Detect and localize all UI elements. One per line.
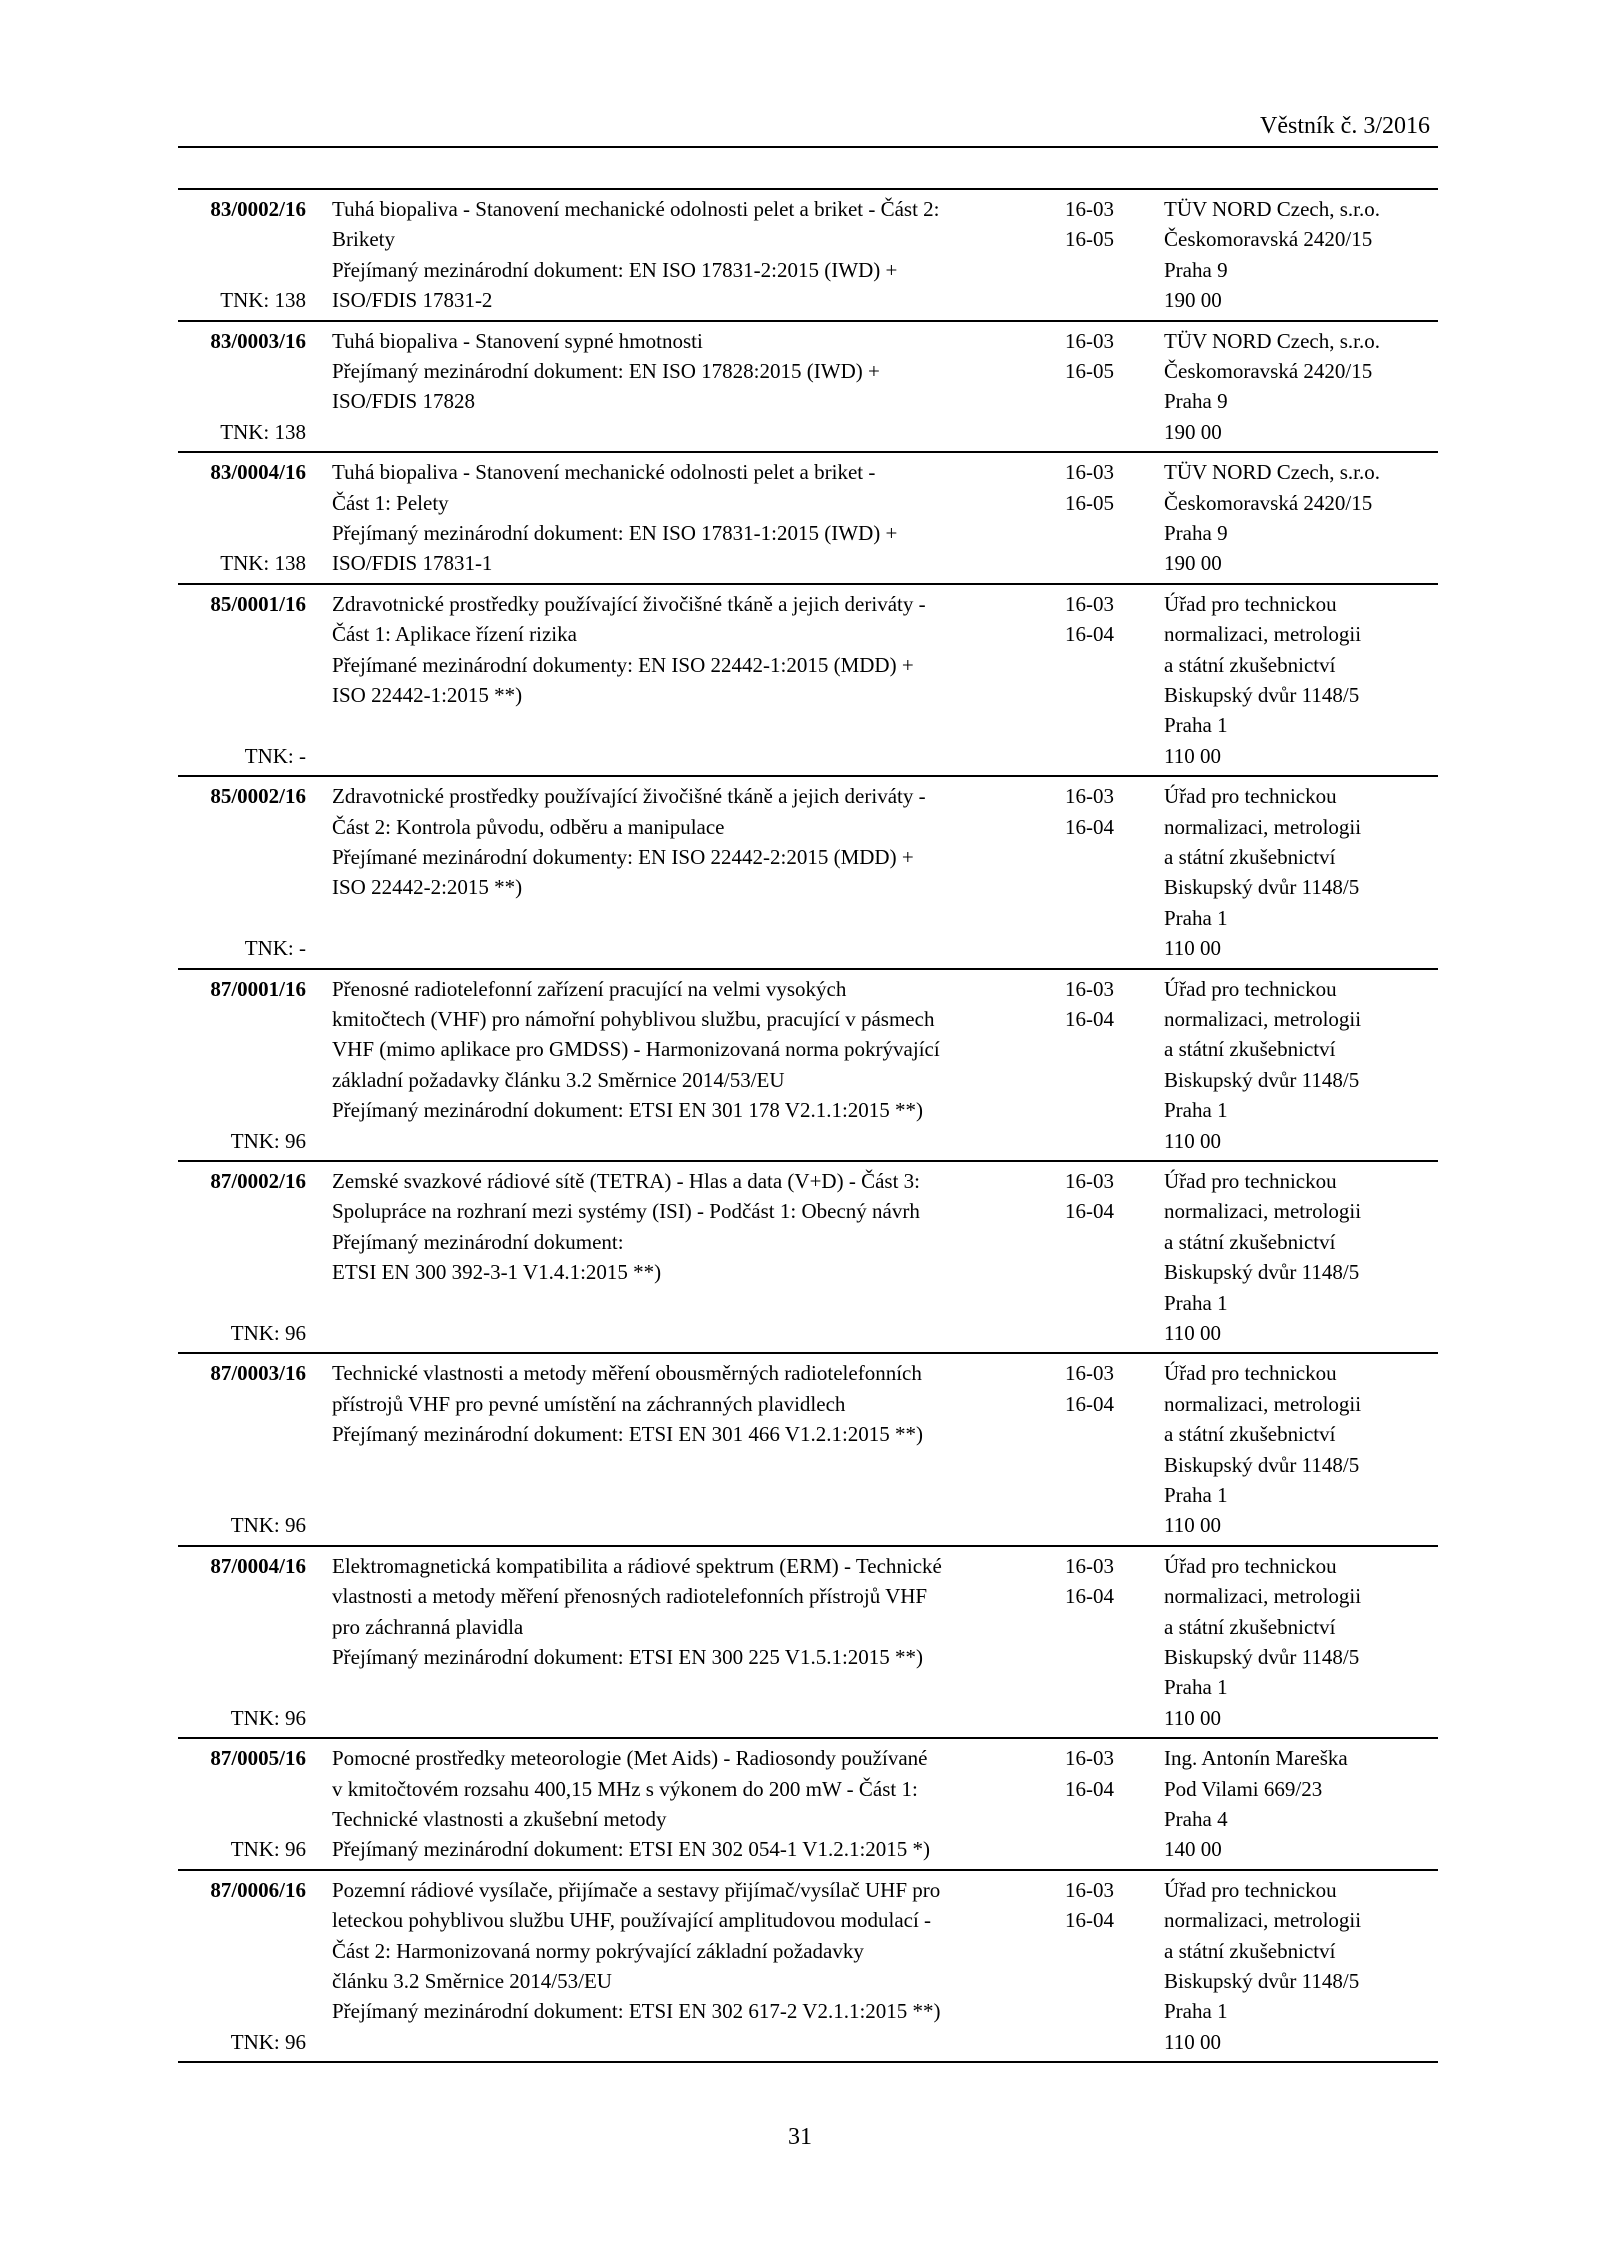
dates-cell (1065, 1875, 1155, 1936)
address-line: Biskupský dvůr 1148/5 (1164, 1067, 1360, 1092)
title-line: ETSI EN 300 392-3-1 V1.4.1:2015 **) (332, 1260, 662, 1285)
tnk-label: TNK: 138 (220, 288, 306, 313)
address-line: Pod Vilami 669/23 (1164, 1776, 1323, 1801)
address-line: Praha 1 (1164, 713, 1228, 738)
title-line: Přejímaný mezinárodní dokument: ETSI EN 301 178 V2.1.1:2015 **) (332, 1098, 924, 1123)
table-row (178, 1547, 1438, 1739)
title-line: leteckou pohyblivou službu UHF, používající amplitudovou modulací - (332, 1908, 932, 1933)
title-line: Zdravotnické prostředky používající živočišné tkáně a jejich deriváty - (332, 591, 926, 616)
title-line: Tuhá biopaliva - Stanovení sypné hmotnosti (332, 328, 703, 353)
title-line: Pomocné prostředky meteorologie (Met Aids) - Radiosondy používané (332, 1746, 928, 1771)
title-line: Přejímané mezinárodní dokumenty: EN ISO 22442-2:2015 (MDD) + (332, 844, 914, 869)
address-line: a státní zkušebnictví (1164, 652, 1336, 677)
record-number: 83/0004/16 (210, 460, 306, 485)
table-row (178, 1354, 1438, 1546)
date-code: 16-03 (1065, 1168, 1114, 1193)
address-line: 110 00 (1164, 743, 1221, 768)
standard-title-cell (332, 457, 1027, 579)
record-id-cell (178, 589, 306, 771)
address-line: Českomoravská 2420/15 (1164, 359, 1373, 383)
address-line: Biskupský dvůr 1148/5 (1164, 875, 1360, 900)
date-code: 16-03 (1065, 197, 1114, 221)
tnk-label: TNK: 96 (230, 2029, 306, 2054)
address-line: Biskupský dvůr 1148/5 (1164, 1452, 1360, 1477)
record-number: 87/0003/16 (210, 1361, 306, 1386)
title-line: ISO 22442-1:2015 **) (332, 683, 523, 707)
processor-address-cell (1164, 974, 1438, 1156)
processor-address-cell (1164, 781, 1438, 963)
standard-title-cell (332, 1358, 1027, 1449)
tnk-label: TNK: - (244, 743, 306, 768)
record-number: 87/0002/16 (210, 1168, 306, 1193)
address-line: Úřad pro technickou (1164, 784, 1337, 809)
tnk-label: TNK: 96 (230, 1128, 306, 1153)
address-line: 110 00 (1164, 2029, 1221, 2054)
standard-title-cell (332, 974, 1027, 1126)
record-id-cell (178, 1166, 306, 1348)
address-line: normalizaci, metrologii (1164, 1584, 1362, 1609)
address-line: Praha 9 (1164, 389, 1228, 414)
record-number: 83/0003/16 (210, 328, 306, 353)
address-line: normalizaci, metrologii (1164, 1199, 1362, 1224)
address-line: 110 00 (1164, 1320, 1221, 1345)
dates-cell (1065, 1166, 1155, 1227)
address-line: Praha 1 (1164, 1482, 1228, 1507)
record-id-cell (178, 457, 306, 579)
processor-address-cell (1164, 1166, 1438, 1348)
table-row (178, 585, 1438, 777)
date-code: 16-03 (1065, 976, 1114, 1001)
title-line: ISO/FDIS 17831-2 (332, 288, 493, 313)
record-number: 87/0006/16 (210, 1877, 306, 1902)
record-id-cell (178, 1551, 306, 1733)
record-id-cell (178, 1875, 306, 2057)
processor-address-cell (1164, 1551, 1438, 1733)
dates-cell (1065, 326, 1155, 387)
header-divider (178, 146, 1438, 148)
standard-title-cell (332, 1875, 1027, 2027)
address-line: normalizaci, metrologii (1164, 622, 1362, 647)
record-number: 87/0004/16 (210, 1553, 306, 1578)
title-line: Technické vlastnosti a zkušební metody (332, 1806, 667, 1831)
dates-cell (1065, 1358, 1155, 1419)
tnk-label: TNK: - (244, 936, 306, 961)
title-line: Pozemní rádiové vysílače, přijímače a sestavy přijímač/vysílač UHF pro (332, 1877, 941, 1902)
address-line: Praha 1 (1164, 1675, 1228, 1700)
tnk-label: TNK: 138 (220, 551, 306, 576)
dates-cell (1065, 589, 1155, 650)
tnk-label: TNK: 96 (230, 1513, 306, 1538)
record-number: 83/0002/16 (210, 197, 306, 221)
title-line: Část 1: Aplikace řízení rizika (332, 622, 577, 647)
address-line: Praha 1 (1164, 1999, 1228, 2024)
address-line: normalizaci, metrologii (1164, 1391, 1362, 1416)
date-code: 16-03 (1065, 328, 1114, 353)
title-line: Spolupráce na rozhraní mezi systémy (ISI) - Podčást 1: Obecný návrh (332, 1199, 920, 1224)
address-line: a státní zkušebnictví (1164, 1037, 1336, 1062)
date-code: 16-04 (1065, 1584, 1114, 1609)
standard-title-cell (332, 1743, 1027, 1865)
standard-title-cell (332, 781, 1027, 903)
address-line: 110 00 (1164, 1705, 1221, 1730)
address-line: Praha 1 (1164, 1098, 1228, 1123)
title-line: Tuhá biopaliva - Stanovení mechanické odolnosti pelet a briket - (332, 460, 876, 485)
date-code: 16-05 (1065, 359, 1114, 383)
title-line: Přejímaný mezinárodní dokument: EN ISO 17828:2015 (IWD) + (332, 359, 880, 383)
title-line: Přejímaný mezinárodní dokument: ETSI EN 301 466 V1.2.1:2015 **) (332, 1422, 924, 1447)
address-line: Praha 1 (1164, 1290, 1228, 1315)
table-row (178, 1871, 1438, 2063)
record-number: 85/0002/16 (210, 784, 306, 809)
page-number: 31 (788, 2124, 812, 2150)
record-id-cell (178, 1743, 306, 1865)
address-line: normalizaci, metrologii (1164, 1908, 1362, 1933)
address-line: Úřad pro technickou (1164, 1361, 1337, 1386)
title-line: Přenosné radiotelefonní zařízení pracující na velmi vysokých (332, 976, 847, 1001)
processor-address-cell (1164, 326, 1438, 448)
title-line: Část 2: Kontrola původu, odběru a manipulace (332, 814, 725, 839)
address-line: Úřad pro technickou (1164, 1553, 1337, 1578)
table-row (178, 322, 1438, 454)
title-line: Přejímaný mezinárodní dokument: (332, 1229, 624, 1254)
standards-table (178, 188, 1438, 2063)
address-line: Úřad pro technickou (1164, 976, 1337, 1001)
address-line: Praha 9 (1164, 521, 1228, 545)
address-line: normalizaci, metrologii (1164, 814, 1362, 839)
dates-cell (1065, 1551, 1155, 1612)
record-id-cell (178, 326, 306, 448)
date-code: 16-03 (1065, 1361, 1114, 1386)
processor-address-cell (1164, 1743, 1438, 1865)
tnk-label: TNK: 138 (220, 419, 306, 444)
date-code: 16-04 (1065, 1391, 1114, 1416)
date-code: 16-03 (1065, 1746, 1114, 1771)
title-line: Přejímaný mezinárodní dokument: EN ISO 17831-1:2015 (IWD) + (332, 521, 898, 545)
dates-cell (1065, 974, 1155, 1035)
address-line: TÜV NORD Czech, s.r.o. (1164, 460, 1381, 485)
date-code: 16-04 (1065, 1006, 1114, 1031)
date-code: 16-04 (1065, 622, 1114, 647)
table-row (178, 453, 1438, 585)
record-number: 87/0001/16 (210, 976, 306, 1001)
address-line: a státní zkušebnictví (1164, 844, 1336, 869)
dates-cell (1065, 194, 1155, 255)
date-code: 16-05 (1065, 227, 1114, 252)
date-code: 16-03 (1065, 1553, 1114, 1578)
title-line: Brikety (332, 227, 395, 252)
standard-title-cell (332, 326, 1027, 417)
title-line: přístrojů VHF pro pevné umístění na záchranných plavidlech (332, 1391, 846, 1416)
address-line: a státní zkušebnictví (1164, 1938, 1336, 1963)
processor-address-cell (1164, 457, 1438, 579)
dates-cell (1065, 1743, 1155, 1804)
address-line: Praha 1 (1164, 905, 1228, 930)
date-code: 16-04 (1065, 1199, 1114, 1224)
table-row (178, 1162, 1438, 1354)
address-line: Biskupský dvůr 1148/5 (1164, 683, 1360, 707)
title-line: ISO/FDIS 17828 (332, 389, 475, 414)
address-line: Biskupský dvůr 1148/5 (1164, 1644, 1360, 1669)
dates-cell (1065, 457, 1155, 518)
date-code: 16-03 (1065, 1877, 1114, 1902)
address-line: Českomoravská 2420/15 (1164, 227, 1373, 252)
table-row (178, 190, 1438, 322)
title-line: Přejímané mezinárodní dokumenty: EN ISO 22442-1:2015 (MDD) + (332, 652, 914, 677)
title-line: Část 2: Harmonizovaná normy pokrývající základní požadavky (332, 1938, 864, 1963)
standard-title-cell (332, 1551, 1027, 1673)
address-line: TÜV NORD Czech, s.r.o. (1164, 197, 1381, 221)
title-line: VHF (mimo aplikace pro GMDSS) - Harmonizovaná norma pokrývající (332, 1037, 940, 1062)
title-line: pro záchranná plavidla (332, 1614, 524, 1639)
address-line: Úřad pro technickou (1164, 1168, 1337, 1193)
address-line: Praha 9 (1164, 257, 1228, 282)
standard-title-cell (332, 1166, 1027, 1288)
record-number: 87/0005/16 (210, 1746, 306, 1771)
address-line: Biskupský dvůr 1148/5 (1164, 1968, 1360, 1993)
address-line: a státní zkušebnictví (1164, 1422, 1336, 1447)
title-line: ISO/FDIS 17831-1 (332, 551, 493, 576)
tnk-label: TNK: 96 (230, 1837, 306, 1862)
address-line: normalizaci, metrologii (1164, 1006, 1362, 1031)
record-id-cell (178, 974, 306, 1156)
title-line: základní požadavky článku 3.2 Směrnice 2014/53/EU (332, 1067, 785, 1092)
title-line: Elektromagnetická kompatibilita a rádiové spektrum (ERM) - Technické (332, 1553, 942, 1578)
title-line: kmitočtech (VHF) pro námořní pohyblivou službu, pracující v pásmech (332, 1006, 935, 1031)
date-code: 16-03 (1065, 460, 1114, 485)
address-line: 190 00 (1164, 551, 1222, 576)
title-line: Technické vlastnosti a metody měření obousměrných radiotelefonních (332, 1361, 922, 1386)
address-line: 190 00 (1164, 419, 1222, 444)
date-code: 16-04 (1065, 1908, 1114, 1933)
address-line: a státní zkušebnictví (1164, 1229, 1336, 1254)
address-line: 110 00 (1164, 1128, 1221, 1153)
dates-cell (1065, 781, 1155, 842)
address-line: Biskupský dvůr 1148/5 (1164, 1260, 1360, 1285)
title-line: ISO 22442-2:2015 **) (332, 875, 523, 900)
address-line: Ing. Antonín Mareška (1164, 1746, 1348, 1771)
title-line: Přejímaný mezinárodní dokument: ETSI EN 300 225 V1.5.1:2015 **) (332, 1644, 924, 1669)
address-line: Úřad pro technickou (1164, 591, 1337, 616)
address-line: 110 00 (1164, 1513, 1221, 1538)
title-line: Přejímaný mezinárodní dokument: ETSI EN 302 054-1 V1.2.1:2015 *) (332, 1837, 931, 1862)
record-id-cell (178, 781, 306, 963)
address-line: 110 00 (1164, 936, 1221, 961)
processor-address-cell (1164, 1875, 1438, 2057)
processor-address-cell (1164, 589, 1438, 771)
title-line: Přejímaný mezinárodní dokument: EN ISO 17831-2:2015 (IWD) + (332, 257, 898, 282)
address-line: a státní zkušebnictví (1164, 1614, 1336, 1639)
table-row (178, 1739, 1438, 1871)
journal-title: Věstník č. 3/2016 (1260, 113, 1430, 139)
tnk-label: TNK: 96 (230, 1320, 306, 1345)
date-code: 16-03 (1065, 784, 1114, 809)
address-line: 190 00 (1164, 288, 1222, 313)
tnk-label: TNK: 96 (230, 1705, 306, 1730)
title-line: v kmitočtovém rozsahu 400,15 MHz s výkonem do 200 mW - Část 1: (332, 1776, 918, 1801)
processor-address-cell (1164, 1358, 1438, 1540)
date-code: 16-04 (1065, 814, 1114, 839)
standard-title-cell (332, 194, 1027, 316)
table-row (178, 777, 1438, 969)
record-number: 85/0001/16 (210, 591, 306, 616)
address-line: TÜV NORD Czech, s.r.o. (1164, 328, 1381, 353)
standard-title-cell (332, 589, 1027, 711)
date-code: 16-05 (1065, 490, 1114, 515)
title-line: Zemské svazkové rádiové sítě (TETRA) - Hlas a data (V+D) - Část 3: (332, 1168, 920, 1193)
address-line: Úřad pro technickou (1164, 1877, 1337, 1902)
title-line: Tuhá biopaliva - Stanovení mechanické odolnosti pelet a briket - Část 2: (332, 197, 940, 221)
date-code: 16-03 (1065, 591, 1114, 616)
record-id-cell (178, 1358, 306, 1540)
table-row (178, 970, 1438, 1162)
address-line: Českomoravská 2420/15 (1164, 490, 1373, 515)
title-line: Přejímaný mezinárodní dokument: ETSI EN 302 617-2 V2.1.1:2015 **) (332, 1999, 941, 2024)
title-line: Zdravotnické prostředky používající živočišné tkáně a jejich deriváty - (332, 784, 926, 809)
record-id-cell (178, 194, 306, 316)
title-line: článku 3.2 Směrnice 2014/53/EU (332, 1968, 612, 1993)
title-line: Část 1: Pelety (332, 490, 449, 515)
address-line: 140 00 (1164, 1837, 1222, 1862)
processor-address-cell (1164, 194, 1438, 316)
address-line: Praha 4 (1164, 1806, 1228, 1831)
title-line: vlastnosti a metody měření přenosných radiotelefonních přístrojů VHF (332, 1584, 928, 1609)
date-code: 16-04 (1065, 1776, 1114, 1801)
